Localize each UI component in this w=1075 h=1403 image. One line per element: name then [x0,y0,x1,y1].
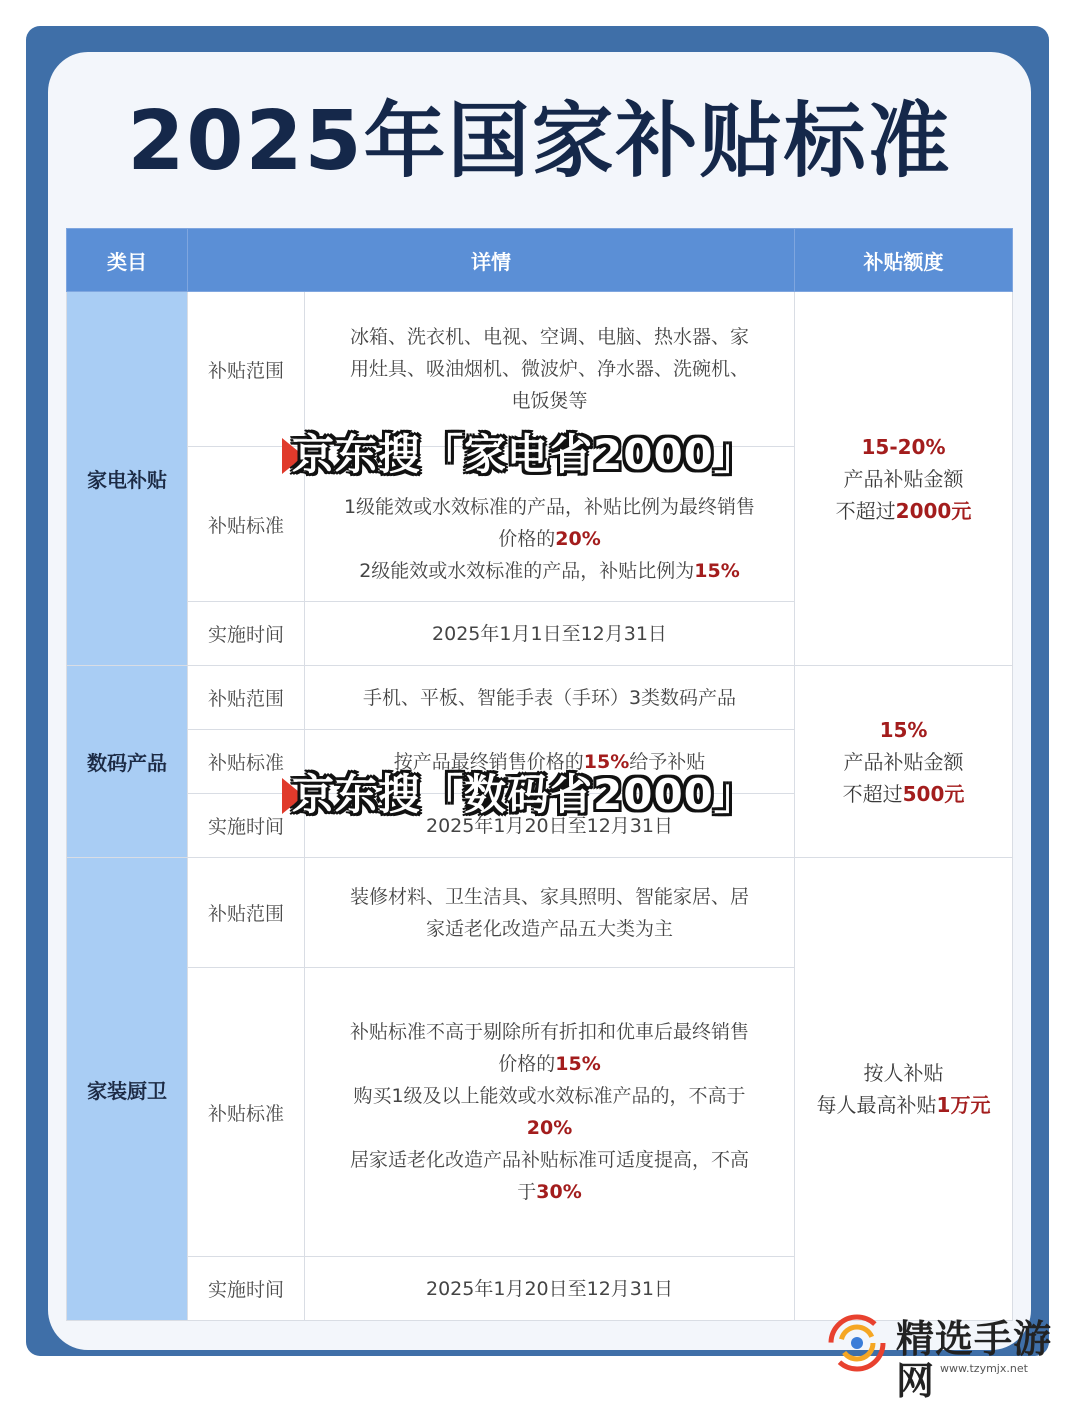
brand-name: 精选手游网 [896,1317,1053,1403]
detail-cell: 2025年1月20日至12月31日 [305,1257,795,1321]
detail-cell: 补贴标准不高于剔除所有折扣和优車后最终销售 价格的15% 购买1级及以上能效或水效标准产品的，不高于 20% 居家适老化改造产品补贴标准可适度提高，不高 于30% [305,968,795,1257]
detail-cell: 1级能效或水效标准的产品，补贴比例为最终销售 价格的20% 2级能效或水效标准的产品，补贴比例为15% [305,447,795,602]
row-label: 实施时间 [188,794,305,858]
table-header-row [67,229,1013,292]
row-label: 补贴标准 [188,968,305,1257]
header-category: 类目 [67,229,188,292]
row-label: 补贴范围 [188,666,305,730]
page-title: 2025年国家补贴标准 [127,94,952,189]
detail-cell: 冰箱、洗衣机、电视、空调、电脑、热水器、家 用灶具、吸油烟机、微波炉、净水器、洗碗机、 电饭煲等 [305,292,795,447]
category-digital: 数码产品 [67,666,188,858]
row-label: 补贴标准 [188,447,305,602]
detail-cell: 按产品最终销售价格的15%给予补贴 [305,730,795,794]
table-row [67,292,1013,447]
detail-cell: 装修材料、卫生洁具、家具照明、智能家居、居 家适老化改造产品五大类为主 [305,858,795,968]
row-label: 补贴标准 [188,730,305,794]
detail-cell: 手机、平板、智能手表（手环）3类数码产品 [305,666,795,730]
category-appliance: 家电补贴 [67,292,188,666]
header-detail: 详情 [188,229,795,292]
row-label: 补贴范围 [188,292,305,447]
detail-cell: 2025年1月1日至12月31日 [305,602,795,666]
brand-logo-icon [826,1312,888,1374]
row-label: 补贴范围 [188,858,305,968]
row-label: 实施时间 [188,602,305,666]
detail-cell: 2025年1月20日至12月31日 [305,794,795,858]
amount-cell: 按人补贴 每人最高补贴1万元 [795,858,1013,1321]
promo-overlay-appliance: 京东搜「家电省2000」 [292,430,757,479]
promo-overlay-digital: 京东搜「数码省2000」 [292,770,757,819]
amount-cell: 15% 产品补贴金额 不超过500元 [795,666,1013,858]
brand-url: www.tzymjx.net [940,1362,1028,1375]
row-label: 实施时间 [188,1257,305,1321]
category-home: 家装厨卫 [67,858,188,1321]
header-amount: 补贴额度 [795,229,1013,292]
table-row [67,858,1013,968]
amount-cell: 15-20% 产品补贴金额 不超过2000元 [795,292,1013,666]
table-row [67,666,1013,730]
